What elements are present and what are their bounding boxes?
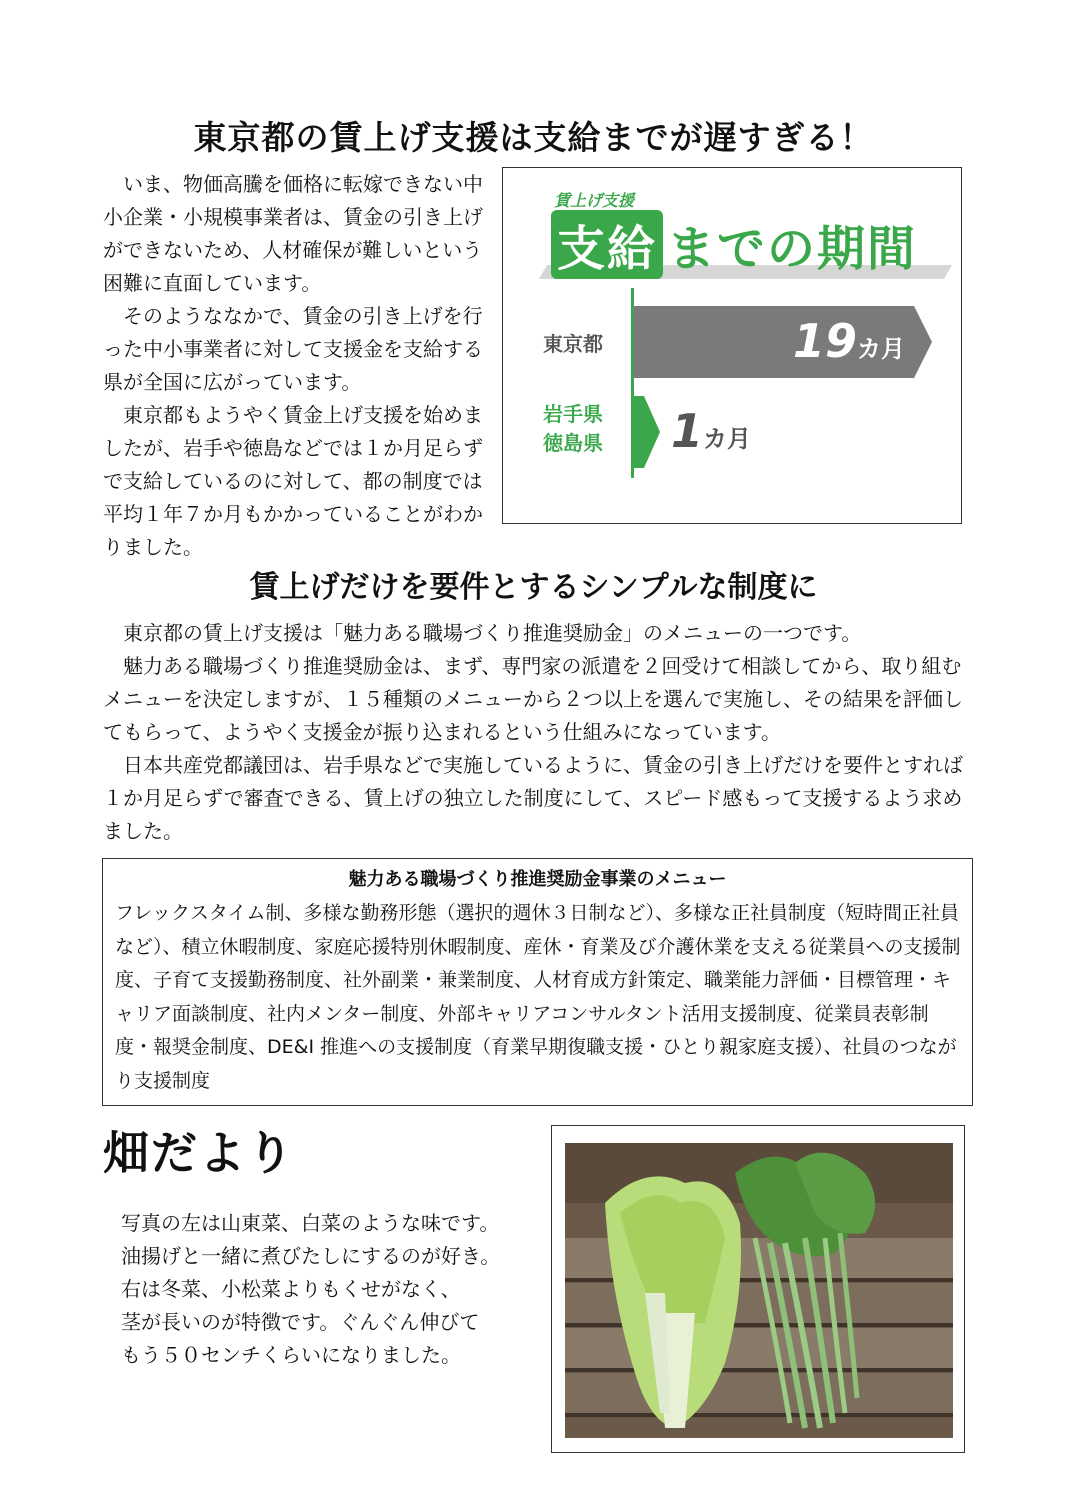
section-paragraph: 魅力ある職場づくり推進奨励金は、まず、専門家の派遣を２回受けて相談してから、取り組むメニューを決定しますが、１５種類のメニューから２つ以上を選んで実施し、その結果を評価してもらって、ようやく支援金が振り込まれるという仕組みになっています。 xyxy=(103,654,963,744)
label-iwate: 岩手県 xyxy=(543,402,603,426)
section-paragraph: 日本共産党都議団は、岩手県などで実施しているように、賃金の引き上げだけを要件とすれば１か月足らずで審査できる、賃上げの独立した制度にして、スピード感もって支援するよう求めました。 xyxy=(103,753,963,843)
page-title: 東京都の賃上げ支援は支給までが遅すぎる！ xyxy=(193,118,874,157)
intro-paragraph: そのようななかで、賃金の引き上げを行った中小事業者に対して支援金を支給する県が全国に広がっています。 xyxy=(103,304,483,394)
infographic-title-rest: までの期間 xyxy=(667,221,918,277)
garden-line: 油揚げと一緒に煮びたしにするのが好き。 xyxy=(121,1244,501,1268)
label-tokyo: 東京都 xyxy=(543,332,603,356)
label-iwate-tokushima xyxy=(543,400,603,458)
infographic-title-boxed: 支給 xyxy=(551,210,663,279)
menu-box-body: フレックスタイム制、多様な勤務形態（選択的週休３日制など）、多様な正社員制度（短時間正社員など）、積立休暇制度、家庭応援特別休暇制度、産休・育業及び介護休業を支える従業員への支援制度、子育て支援勤務制度、社外副業・兼業制度、人材育成方針策定、職業能力評価・目標管理・キャリア面談制度、社内メンター制度、外部キャリアコンサルタント活用支援制度、従業員表彰制度・報奨金制度、DE&I 推進への支援制度（育業早期復職支援・ひとり親家庭支援）、社員のつながり支援制度 xyxy=(115,902,961,1092)
value-tokyo-number: 19 xyxy=(793,314,858,368)
value-iwate-number: 1 xyxy=(671,404,704,458)
section-text xyxy=(103,617,973,848)
garden-line: もう５０センチくらいになりました。 xyxy=(121,1343,461,1367)
section-paragraph: 東京都の賃上げ支援は「魅力ある職場づくり推進奨励金」のメニューの一つです。 xyxy=(123,621,862,645)
intro-paragraph: いま、物価高騰を価格に転嫁できない中小企業・小規模事業者は、賃金の引き上げができないため、人材確保が難しいという困難に直面しています。 xyxy=(103,172,483,295)
garden-line: 写真の左は山東菜、白菜のような味です。 xyxy=(121,1211,500,1235)
intro-text xyxy=(103,168,491,564)
vegetable-photo xyxy=(565,1143,953,1438)
value-iwate-unit: カ月 xyxy=(703,425,752,453)
bar-iwate-tokushima xyxy=(634,396,644,468)
infographic-title xyxy=(551,210,917,280)
bar-iwate-arrow xyxy=(644,396,660,468)
value-iwate xyxy=(671,404,751,458)
bar-tokyo-arrow xyxy=(914,306,932,378)
menu-box xyxy=(102,858,973,1106)
value-tokyo xyxy=(793,314,905,368)
garden-line: 茎が長いのが特徴です。ぐんぐん伸びて xyxy=(121,1310,480,1334)
label-tokushima: 徳島県 xyxy=(543,431,603,455)
vegetable-photo-frame xyxy=(551,1125,965,1453)
menu-box-title: 魅力ある職場づくり推進奨励金事業のメニュー xyxy=(348,869,727,890)
garden-text xyxy=(121,1207,541,1372)
payment-period-infographic xyxy=(502,167,962,524)
garden-line: 右は冬菜、小松菜よりもくせがなく、 xyxy=(121,1277,461,1301)
value-tokyo-unit: カ月 xyxy=(857,335,906,363)
section-heading: 賃上げだけを要件とするシンプルな制度に xyxy=(249,570,818,605)
garden-heading: 畑だより xyxy=(103,1126,295,1180)
infographic-subtitle: 賃上げ支援 xyxy=(554,191,635,210)
intro-paragraph: 東京都もようやく賃金上げ支援を始めましたが、岩手や徳島などでは１か月足らずで支給しているのに対して、都の制度では平均１年７か月もかかっていることがわかりました。 xyxy=(103,403,483,559)
